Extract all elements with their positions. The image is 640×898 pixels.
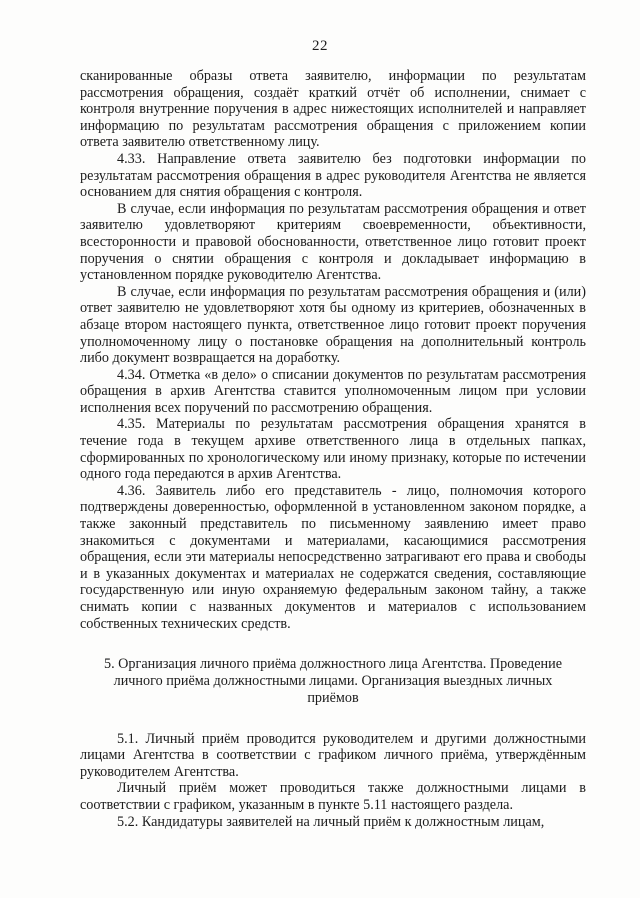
paragraph-4-36: 4.36. Заявитель либо его представитель - лицо, полномочия которого подтверждены доверенностью, оформленной в установленном законом порядке, а также законный представитель по письменному заявлению имеет право знакомиться с документами и материалами, касающимися рассмотрения обращения, если эти материалы непосредственно затрагивают его права и свободы и в указанных документах и материалах не содержатся сведения, составляющие государственную или иную охраняемую федеральным законом тайну, а также снимать копии с названных документов и материалов с использованием собственных технических средств. <box>80 482 586 632</box>
paragraph-4-33: 4.33. Направление ответа заявителю без подготовки информации по результатам рассмотрения обращения в адрес руководителя Агентства не является основанием для снятия обращения с контроля. <box>80 150 586 201</box>
document-body <box>80 68 586 830</box>
paragraph-criteria-met: В случае, если информация по результатам рассмотрения обращения и ответ заявителю удовлетворяют критериям своевременности, объективности, всесторонности и правовой обоснованности, ответственное лицо готовит проект поручения о снятии обращения с контроля и докладывает информацию в установленном порядке руководителю Агентства. <box>80 200 586 284</box>
paragraph-5-2: 5.2. Кандидатуры заявителей на личный приём к должностным лицам, <box>117 813 545 830</box>
section-heading: 5. Организация личного приёма должностного лица Агентства. Проведение личного приёма должностными лицами. Организация выездных личных приёмов <box>103 656 563 706</box>
page-number: 22 <box>312 38 328 54</box>
paragraph-4-34: 4.34. Отметка «в дело» о списании документов по результатам рассмотрения обращения в архив Агентства ставится уполномоченным лицом при условии исполнения всех поручений по рассмотрению обращения. <box>80 366 586 416</box>
paragraph-5-1: 5.1. Личный приём проводится руководителем и другими должностными лицами Агентства в соответствии с графиком личного приёма, утверждённым руководителем Агентства. <box>80 730 586 780</box>
paragraph-personal-reception: Личный приём может проводиться также должностными лицами в соответствии с графиком, указанным в пункте 5.11 настоящего раздела. <box>80 780 586 813</box>
paragraph-criteria-not-met: В случае, если информация по результатам рассмотрения обращения и (или) ответ заявителю не удовлетворяют хотя бы одному из критериев, обозначенных в абзаце втором настоящего пункта, ответственное лицо готовит проект поручения уполномоченному лицу о постановке обращения на дополнительный контроль либо документ возвращается на доработку. <box>80 283 586 367</box>
paragraph-4-35: 4.35. Материалы по результатам рассмотрения обращения хранятся в течение года в текущем архиве ответственного лица в отдельных папках, сформированных по хронологическому или иному признаку, которые по истечении одного года передаются в архив Агентства. <box>80 416 586 483</box>
paragraph-continuation: сканированные образы ответа заявителю, информации по результатам рассмотрения обращения, создаёт краткий отчёт об исполнении, снимает с контроля внутренние поручения в адрес нижестоящих исполнителей и направляет информацию по результатам рассмотрения обращения с приложением копии ответа заявителю ответственному лицу. <box>80 68 586 151</box>
